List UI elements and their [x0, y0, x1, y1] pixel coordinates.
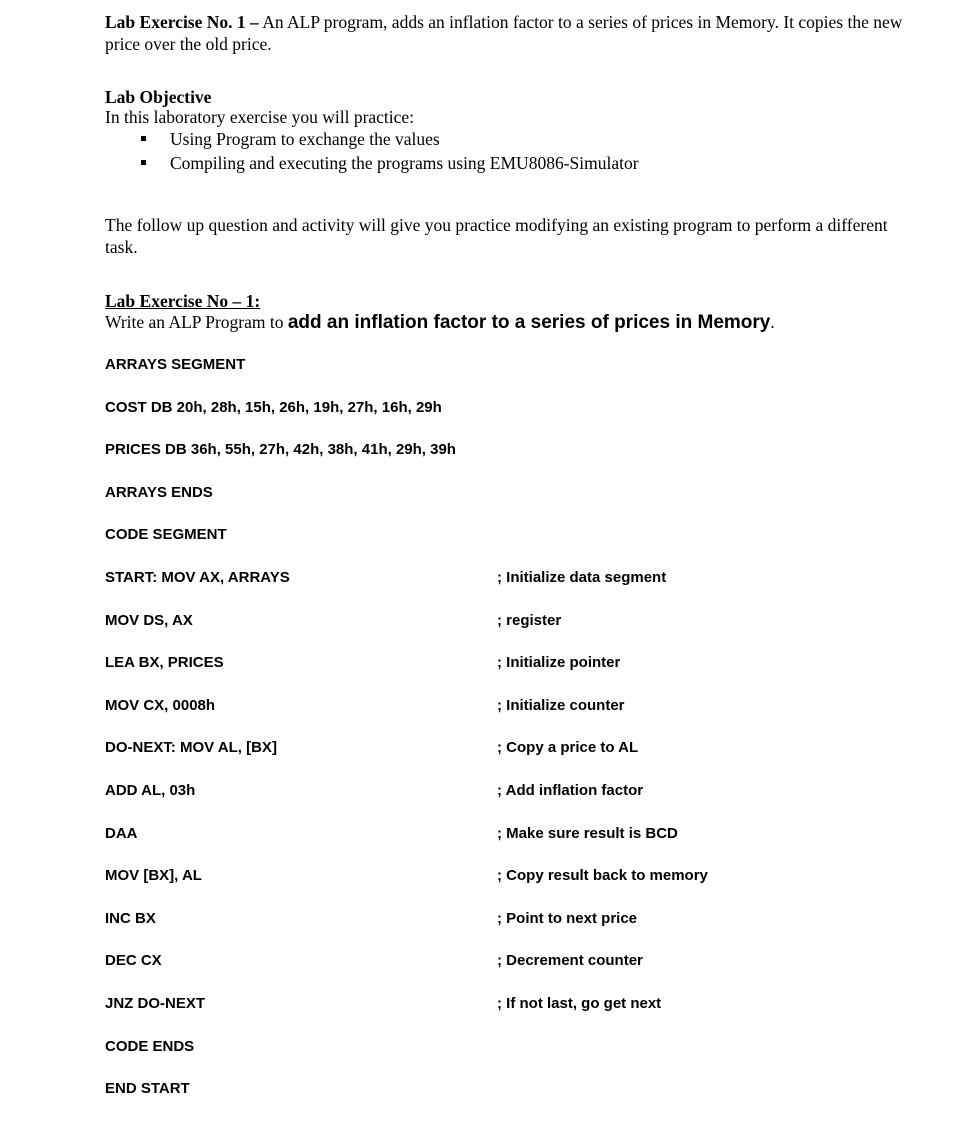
- square-bullet-icon: [141, 136, 146, 141]
- intro-title: Lab Exercise No. 1 –: [105, 12, 259, 32]
- exercise-suffix: .: [770, 312, 775, 332]
- code-instruction: INC BX: [105, 909, 156, 927]
- list-item: [137, 128, 639, 152]
- objective-heading: Lab Objective: [105, 87, 212, 107]
- square-bullet-icon: [141, 160, 146, 165]
- code-comment: ; Decrement counter: [497, 952, 643, 970]
- objective-bullet-list: [137, 128, 639, 176]
- code-instruction: CODE ENDS: [105, 1037, 195, 1055]
- code-comment: ; Initialize pointer: [497, 654, 621, 672]
- code-comment: ; Add inflation factor: [497, 782, 644, 799]
- code-comment: ; Initialize counter: [497, 696, 625, 714]
- code-instruction: ADD AL, 03h: [105, 782, 196, 799]
- list-item: [137, 152, 639, 176]
- code-instruction: ARRAYS SEGMENT: [105, 356, 246, 373]
- code-instruction: END START: [105, 1080, 190, 1098]
- code-instruction: START: MOV AX, ARRAYS: [105, 569, 290, 586]
- exercise-prefix: Write an ALP Program to: [105, 312, 288, 332]
- intro-paragraph: [105, 11, 905, 55]
- code-comment: ; If not last, go get next: [497, 995, 662, 1012]
- code-instruction: COST DB 20h, 28h, 15h, 26h, 19h, 27h, 16h, 29h: [105, 398, 442, 416]
- exercise-task: [105, 311, 775, 334]
- code-instruction: DO-NEXT: MOV AL, [BX]: [105, 739, 277, 757]
- code-instruction: ARRAYS ENDS: [105, 483, 213, 501]
- intro-text: An ALP program, adds an inflation factor to a series of prices in Memory. It copies the new price over the old price.: [105, 12, 903, 54]
- code-comment: ; Copy a price to AL: [497, 739, 639, 757]
- code-instruction: LEA BX, PRICES: [105, 654, 224, 672]
- objective-lead: In this laboratory exercise you will practice:: [105, 107, 415, 127]
- code-instruction: DAA: [105, 824, 138, 842]
- code-comment: ; Make sure result is BCD: [497, 824, 678, 842]
- code-comment: ; register: [497, 611, 562, 629]
- code-instruction: CODE SEGMENT: [105, 526, 227, 544]
- code-instruction: DEC CX: [105, 952, 162, 970]
- code-comment: ; Copy result back to memory: [497, 867, 708, 885]
- followup-paragraph: The follow up question and activity will give you practice modifying an existing program to perform a different task.: [105, 215, 888, 257]
- bullet-text: Compiling and executing the programs using EMU8086-Simulator: [170, 153, 639, 173]
- code-instruction: JNZ DO-NEXT: [105, 995, 206, 1012]
- exercise-heading: Lab Exercise No – 1:: [105, 291, 261, 311]
- bullet-text: Using Program to exchange the values: [170, 129, 440, 149]
- code-instruction: PRICES DB 36h, 55h, 27h, 42h, 38h, 41h, 29h, 39h: [105, 441, 456, 459]
- exercise-emphasis: add an inflation factor to a series of prices in Memory: [287, 312, 771, 333]
- code-instruction: MOV DS, AX: [105, 611, 193, 629]
- code-instruction: MOV [BX], AL: [105, 867, 202, 885]
- code-comment: ; Point to next price: [497, 909, 638, 927]
- code-comment: ; Initialize data segment: [497, 569, 667, 586]
- code-instruction: MOV CX, 0008h: [105, 696, 216, 714]
